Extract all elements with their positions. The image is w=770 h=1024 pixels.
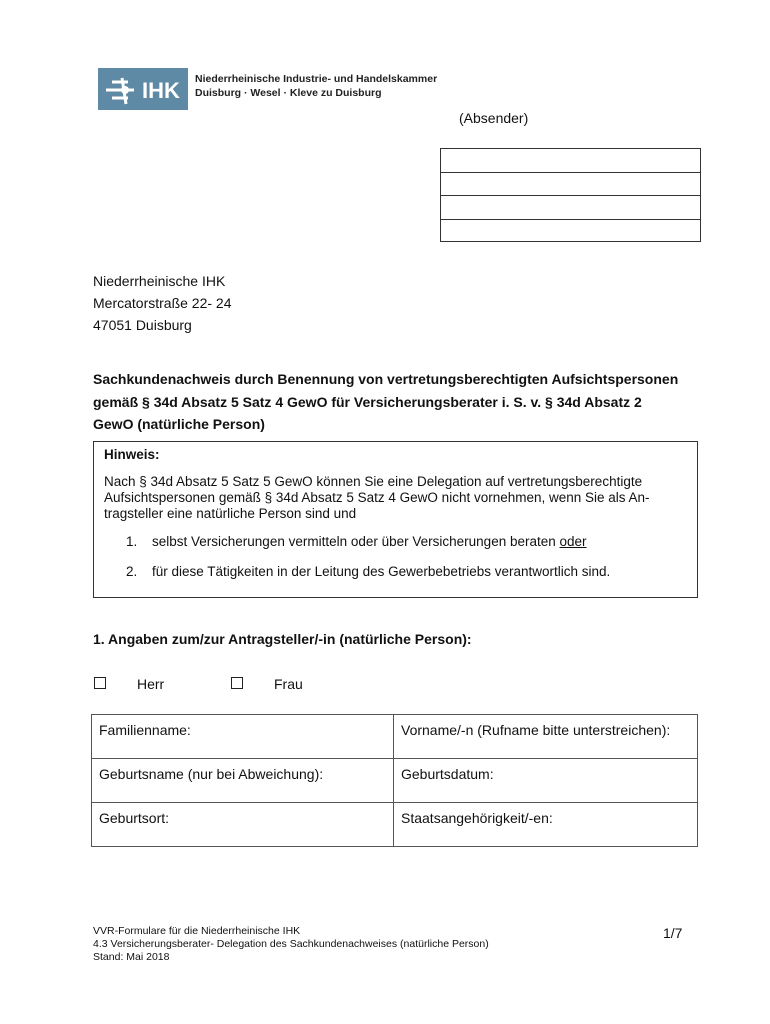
sender-line-3[interactable]: [441, 196, 700, 220]
subject-line-2: gemäß § 34d Absatz 5 Satz 4 GewO für Versicherungsberater i. S. v. § 34d Absatz 2: [93, 393, 642, 410]
hint-box: [93, 441, 698, 598]
hint-text-line-1: Nach § 34d Absatz 5 Satz 5 GewO können Sie eine Delegation auf vertretungsberechtigte: [104, 474, 643, 489]
geburtsort-field[interactable]: [92, 803, 394, 847]
sender-address-box: [440, 148, 701, 242]
sender-line-2[interactable]: [441, 173, 700, 197]
section-1-title: 1. Angaben zum/zur Antragsteller/-in (natürliche Person):: [93, 631, 472, 647]
document-subject: [93, 368, 703, 436]
hint-title: Hinweis:: [104, 447, 160, 462]
familienname-label: Familienname:: [99, 722, 191, 738]
vorname-field[interactable]: [394, 715, 698, 759]
geburtsdatum-label: Geburtsdatum:: [401, 766, 494, 782]
hint-text-line-3: tragsteller eine natürliche Person sind und: [104, 506, 357, 521]
hint-item-number: 2.: [126, 564, 138, 579]
footer-line-1: VVR-Formulare für die Niederrheinische IHK: [93, 925, 301, 937]
frau-checkbox[interactable]: [231, 677, 243, 689]
recipient-name: Niederrheinische IHK: [93, 273, 226, 289]
ihk-emblem-icon: [98, 68, 188, 110]
hint-item-underlined: oder: [559, 534, 587, 549]
ihk-logo-mark: [98, 68, 188, 110]
frau-label: Frau: [274, 676, 303, 692]
hint-item-number: 1.: [126, 534, 138, 549]
applicant-details-table: [91, 714, 698, 847]
subject-line-3: GewO (natürliche Person): [93, 416, 265, 432]
org-name-line1: Niederrheinische Industrie- und Handelskammer: [195, 73, 438, 85]
table-row: [92, 715, 698, 759]
footer-line-2: 4.3 Versicherungsberater- Delegation des Sachkundenachweises (natürliche Person): [93, 938, 489, 950]
hint-list-item: [104, 564, 687, 580]
herr-label: Herr: [137, 676, 165, 692]
page-number: 1/7: [663, 925, 683, 941]
footer-line-3: Stand: Mai 2018: [93, 951, 170, 963]
vorname-label: Vorname/-n (Rufname bitte unterstreichen):: [401, 722, 671, 738]
recipient-street: Mercatorstraße 22- 24: [93, 295, 232, 311]
subject-line-1: Sachkundenachweis durch Benennung von vertretungsberechtigten Aufsichtspersonen: [93, 371, 679, 387]
page-footer: [93, 925, 489, 964]
geburtsname-field[interactable]: [92, 759, 394, 803]
hint-item-text: selbst Versicherungen vermitteln oder über Versicherungen beraten: [152, 534, 560, 549]
sender-line-4[interactable]: [441, 220, 700, 244]
herr-checkbox[interactable]: [94, 677, 106, 689]
org-name-line2: Duisburg · Wesel · Kleve zu Duisburg: [195, 87, 382, 99]
geburtsname-label: Geburtsname (nur bei Abweichung):: [99, 766, 324, 782]
geburtsdatum-field[interactable]: [394, 759, 698, 803]
hint-item-text: für diese Tätigkeiten in der Leitung des Gewerbebetriebs verantwortlich sind.: [152, 564, 611, 579]
geburtsort-label: Geburtsort:: [99, 810, 170, 826]
ihk-logo-text: IHK: [142, 78, 180, 103]
sender-line-1[interactable]: [441, 149, 700, 173]
ihk-logo: [98, 68, 448, 110]
hint-text: [104, 474, 687, 522]
sender-label: (Absender): [459, 110, 529, 126]
recipient-address: [93, 270, 232, 336]
staatsangehoerigkeit-field[interactable]: [394, 803, 698, 847]
table-row: [92, 759, 698, 803]
hint-text-line-2: Aufsichtspersonen gemäß § 34d Absatz 5 Satz 4 GewO nicht vornehmen, wenn Sie als An-: [104, 490, 650, 505]
table-row: [92, 803, 698, 847]
hint-list-item: [104, 534, 687, 550]
familienname-field[interactable]: [92, 715, 394, 759]
staatsangehoerigkeit-label: Staatsangehörigkeit/-en:: [401, 810, 553, 826]
recipient-city: 47051 Duisburg: [93, 317, 192, 333]
